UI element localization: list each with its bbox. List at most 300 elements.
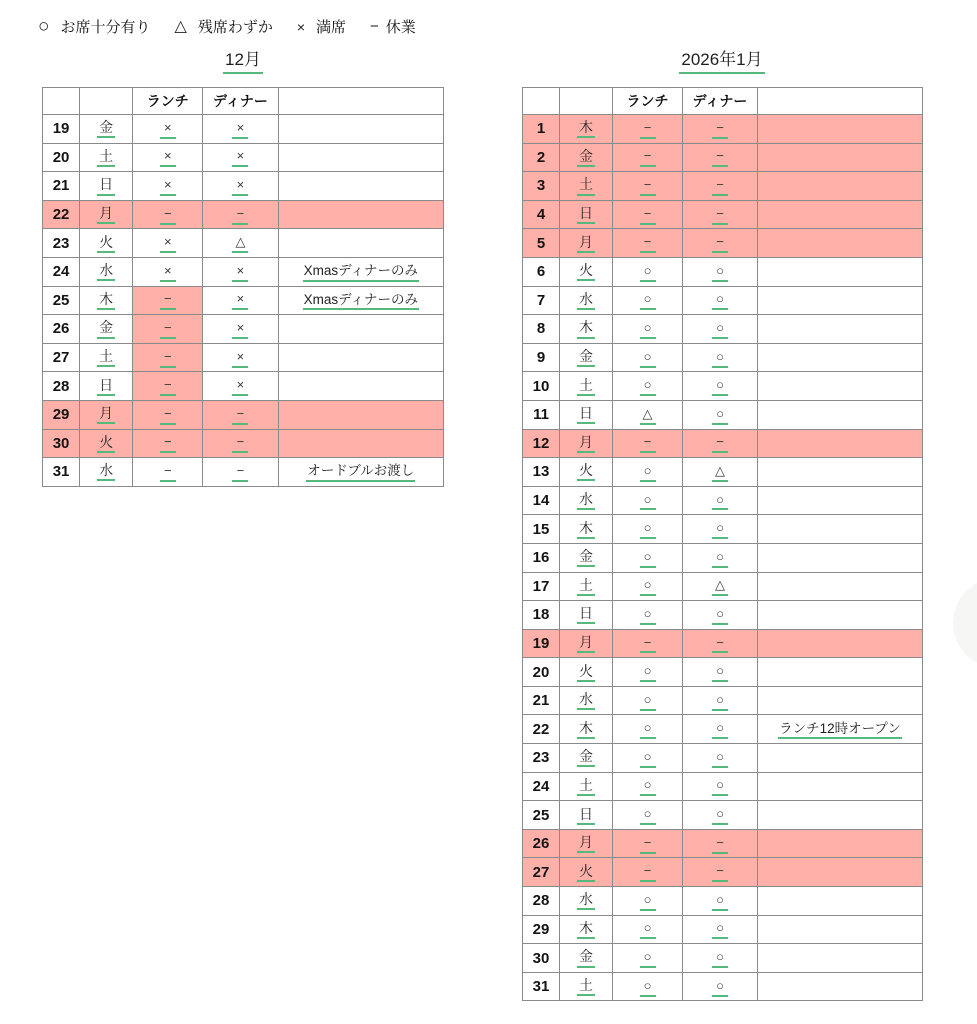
- dinner-status-cell: [203, 115, 278, 144]
- dinner-status-cell: [203, 315, 278, 344]
- note-cell: [278, 343, 443, 372]
- dinner-status-cell: [203, 372, 278, 401]
- dinner-status-cell: [683, 944, 758, 973]
- dinner-status-symbol[interactable]: △: [712, 464, 728, 482]
- calendar-row: [43, 343, 444, 372]
- dinner-status-symbol[interactable]: ×: [232, 178, 248, 196]
- note-cell: [758, 715, 923, 744]
- lunch-status-symbol[interactable]: ○: [640, 464, 656, 482]
- day-number-cell: 3: [523, 172, 560, 201]
- day-number-cell: 24: [523, 772, 560, 801]
- weekday-link[interactable]: 水: [97, 462, 115, 481]
- note-cell: [278, 229, 443, 258]
- dinner-status-symbol[interactable]: ○: [712, 721, 728, 739]
- lunch-status-cell: [613, 686, 683, 715]
- weekday-cell: [560, 829, 613, 858]
- dinner-status-cell: [683, 257, 758, 286]
- weekday-link[interactable]: 木: [577, 520, 595, 539]
- weekday-link[interactable]: 日: [577, 205, 595, 224]
- legend-item-full: [297, 16, 346, 37]
- lunch-status-symbol[interactable]: ×: [160, 235, 176, 253]
- lunch-status-symbol[interactable]: ○: [640, 264, 656, 282]
- weekday-link[interactable]: 月: [577, 234, 595, 253]
- availability-table-december: [42, 87, 444, 487]
- lunch-status-cell: [613, 315, 683, 344]
- weekday-link[interactable]: 金: [577, 748, 595, 767]
- weekday-link[interactable]: 月: [577, 834, 595, 853]
- weekday-link[interactable]: 金: [577, 948, 595, 967]
- weekday-cell: [80, 400, 133, 429]
- dinner-status-cell: [683, 515, 758, 544]
- lunch-status-symbol[interactable]: ○: [640, 578, 656, 596]
- day-number-cell: 19: [523, 629, 560, 658]
- note-cell: [758, 400, 923, 429]
- note-cell: [758, 858, 923, 887]
- weekday-link[interactable]: 土: [577, 777, 595, 796]
- weekday-link[interactable]: 木: [577, 119, 595, 138]
- lunch-status-cell: [613, 772, 683, 801]
- dinner-status-symbol[interactable]: ○: [712, 321, 728, 339]
- lunch-status-cell: [133, 429, 203, 458]
- note-cell: [758, 887, 923, 916]
- dash-closed-icon: −: [370, 18, 379, 35]
- day-number-cell: 23: [523, 744, 560, 773]
- lunch-status-symbol[interactable]: ○: [640, 493, 656, 511]
- day-number-cell: 29: [523, 915, 560, 944]
- dinner-status-symbol[interactable]: −: [232, 464, 248, 482]
- note-cell: [758, 172, 923, 201]
- day-number-cell: 27: [43, 343, 80, 372]
- weekday-cell: [80, 372, 133, 401]
- note-cell: [278, 143, 443, 172]
- calendar-row: [523, 686, 923, 715]
- note-cell: [278, 372, 443, 401]
- weekday-link[interactable]: 金: [97, 119, 115, 138]
- dinner-status-symbol[interactable]: ○: [712, 750, 728, 768]
- lunch-status-symbol[interactable]: ○: [640, 664, 656, 682]
- calendar-row: [523, 858, 923, 887]
- weekday-cell: [80, 286, 133, 315]
- day-number-cell: 29: [43, 400, 80, 429]
- weekday-link[interactable]: 日: [97, 176, 115, 195]
- calendar-row: [523, 744, 923, 773]
- note-link[interactable]: Xmasディナーのみ: [303, 263, 419, 282]
- note-link[interactable]: ランチ12時オープン: [778, 721, 902, 740]
- weekday-link[interactable]: 土: [577, 577, 595, 596]
- calendar-row: [523, 543, 923, 572]
- lunch-status-cell: [613, 572, 683, 601]
- dinner-status-symbol[interactable]: ×: [232, 149, 248, 167]
- weekday-link[interactable]: 金: [577, 348, 595, 367]
- lunch-status-symbol[interactable]: ×: [160, 149, 176, 167]
- dinner-status-symbol[interactable]: △: [712, 578, 728, 596]
- calendar-row: [523, 429, 923, 458]
- lunch-status-symbol[interactable]: −: [160, 350, 176, 368]
- dinner-status-cell: [683, 744, 758, 773]
- lunch-status-symbol[interactable]: ○: [640, 950, 656, 968]
- lunch-status-cell: [133, 200, 203, 229]
- weekday-cell: [560, 972, 613, 1001]
- dinner-status-cell: [203, 286, 278, 315]
- note-cell: [758, 286, 923, 315]
- note-column-header: [758, 88, 923, 115]
- weekday-link[interactable]: 日: [577, 405, 595, 424]
- lunch-status-cell: [613, 172, 683, 201]
- lunch-status-symbol[interactable]: ○: [640, 750, 656, 768]
- weekday-cell: [560, 715, 613, 744]
- note-cell: [278, 200, 443, 229]
- calendar-row: [523, 801, 923, 830]
- weekday-cell: [560, 658, 613, 687]
- weekday-link[interactable]: 日: [577, 605, 595, 624]
- dinner-status-cell: [683, 372, 758, 401]
- lunch-status-symbol[interactable]: −: [160, 207, 176, 225]
- dinner-status-symbol[interactable]: −: [712, 149, 728, 167]
- calendar-row: [523, 944, 923, 973]
- weekday-link[interactable]: 土: [577, 977, 595, 996]
- dinner-status-symbol[interactable]: ○: [712, 807, 728, 825]
- lunch-status-symbol[interactable]: −: [640, 435, 656, 453]
- dinner-status-symbol[interactable]: −: [712, 121, 728, 139]
- dinner-status-symbol[interactable]: −: [712, 178, 728, 196]
- note-cell: [758, 343, 923, 372]
- note-cell: [278, 429, 443, 458]
- lunch-status-symbol[interactable]: ○: [640, 778, 656, 796]
- note-cell: [758, 257, 923, 286]
- calendar-january: [522, 50, 922, 1001]
- lunch-status-cell: [613, 429, 683, 458]
- dinner-status-symbol[interactable]: −: [232, 435, 248, 453]
- calendar-december: [42, 50, 444, 487]
- lunch-status-symbol[interactable]: ○: [640, 378, 656, 396]
- weekday-link[interactable]: 水: [97, 262, 115, 281]
- lunch-status-symbol[interactable]: △: [640, 407, 656, 425]
- lunch-status-cell: [613, 143, 683, 172]
- note-cell: [758, 200, 923, 229]
- lunch-status-cell: [613, 972, 683, 1001]
- weekday-link[interactable]: 月: [97, 205, 115, 224]
- weekday-link[interactable]: 月: [577, 634, 595, 653]
- lunch-status-symbol[interactable]: ○: [640, 607, 656, 625]
- dinner-status-cell: [683, 972, 758, 1001]
- weekday-cell: [560, 887, 613, 916]
- day-number-cell: 25: [523, 801, 560, 830]
- weekday-link[interactable]: 火: [577, 663, 595, 682]
- weekday-link[interactable]: 日: [97, 377, 115, 396]
- lunch-status-symbol[interactable]: ○: [640, 292, 656, 310]
- weekday-cell: [80, 257, 133, 286]
- dinner-status-symbol[interactable]: ×: [232, 292, 248, 310]
- calendar-row: [523, 515, 923, 544]
- weekday-link[interactable]: 金: [577, 148, 595, 167]
- weekday-cell: [560, 543, 613, 572]
- dinner-status-cell: [683, 829, 758, 858]
- dinner-status-symbol[interactable]: ×: [232, 378, 248, 396]
- dinner-status-symbol[interactable]: ○: [712, 407, 728, 425]
- legend-label: お席十分有り: [60, 19, 151, 36]
- dinner-status-symbol[interactable]: △: [232, 235, 248, 253]
- weekday-link[interactable]: 火: [97, 234, 115, 253]
- day-number-cell: 26: [43, 315, 80, 344]
- day-number-cell: 30: [43, 429, 80, 458]
- dinner-status-symbol[interactable]: −: [712, 636, 728, 654]
- day-number-cell: 17: [523, 572, 560, 601]
- legend-item-few-seats: [175, 16, 273, 37]
- dinner-status-symbol[interactable]: ○: [712, 521, 728, 539]
- weekday-cell: [560, 429, 613, 458]
- note-cell: [758, 543, 923, 572]
- dinner-status-cell: [683, 115, 758, 144]
- calendar-row: [43, 458, 444, 487]
- dinner-status-symbol[interactable]: ○: [712, 778, 728, 796]
- dinner-status-cell: [203, 172, 278, 201]
- note-cell: [278, 400, 443, 429]
- weekday-cell: [560, 200, 613, 229]
- lunch-status-cell: [613, 744, 683, 773]
- lunch-status-cell: [613, 200, 683, 229]
- weekday-link[interactable]: 木: [577, 920, 595, 939]
- weekday-link[interactable]: 火: [577, 462, 595, 481]
- note-cell: [758, 629, 923, 658]
- dinner-status-symbol[interactable]: −: [712, 435, 728, 453]
- lunch-status-cell: [613, 115, 683, 144]
- calendar-row: [523, 229, 923, 258]
- weekday-cell: [560, 772, 613, 801]
- lunch-status-symbol[interactable]: −: [160, 464, 176, 482]
- dinner-status-symbol[interactable]: ×: [232, 350, 248, 368]
- weekday-cell: [560, 315, 613, 344]
- dinner-status-symbol[interactable]: ○: [712, 950, 728, 968]
- note-cell: [758, 658, 923, 687]
- dinner-column-header: ディナー: [683, 88, 758, 115]
- weekday-link[interactable]: 水: [577, 491, 595, 510]
- weekday-link[interactable]: 金: [97, 319, 115, 338]
- lunch-status-symbol[interactable]: ×: [160, 178, 176, 196]
- lunch-status-symbol[interactable]: ○: [640, 693, 656, 711]
- weekday-cell: [80, 143, 133, 172]
- dinner-status-cell: [683, 572, 758, 601]
- dinner-status-symbol[interactable]: −: [712, 864, 728, 882]
- lunch-status-cell: [613, 915, 683, 944]
- note-cell: [278, 286, 443, 315]
- dinner-status-cell: [683, 858, 758, 887]
- calendar-title-text[interactable]: 12月: [223, 50, 263, 74]
- weekday-cell: [560, 257, 613, 286]
- note-cell: [758, 429, 923, 458]
- calendar-row: [523, 372, 923, 401]
- lunch-status-symbol[interactable]: −: [160, 292, 176, 310]
- dinner-status-symbol[interactable]: −: [232, 207, 248, 225]
- day-number-cell: 20: [523, 658, 560, 687]
- lunch-status-symbol[interactable]: −: [160, 435, 176, 453]
- dinner-status-symbol[interactable]: −: [232, 407, 248, 425]
- weekday-link[interactable]: 水: [577, 691, 595, 710]
- lunch-status-symbol[interactable]: ○: [640, 550, 656, 568]
- day-number-cell: 8: [523, 315, 560, 344]
- day-number-cell: 31: [523, 972, 560, 1001]
- dinner-status-symbol[interactable]: ○: [712, 664, 728, 682]
- calendar-row: [43, 315, 444, 344]
- weekday-link[interactable]: 木: [577, 720, 595, 739]
- empty-header: [80, 88, 133, 115]
- lunch-status-cell: [613, 858, 683, 887]
- lunch-status-cell: [133, 458, 203, 487]
- weekday-link[interactable]: 月: [577, 434, 595, 453]
- dinner-status-symbol[interactable]: ○: [712, 493, 728, 511]
- lunch-status-symbol[interactable]: ○: [640, 721, 656, 739]
- lunch-status-symbol[interactable]: −: [160, 378, 176, 396]
- weekday-link[interactable]: 日: [577, 806, 595, 825]
- dinner-status-symbol[interactable]: ○: [712, 350, 728, 368]
- calendar-row: [43, 200, 444, 229]
- weekday-link[interactable]: 土: [577, 377, 595, 396]
- weekday-link[interactable]: 土: [577, 176, 595, 195]
- lunch-status-symbol[interactable]: ○: [640, 521, 656, 539]
- lunch-status-symbol[interactable]: ○: [640, 921, 656, 939]
- calendar-row: [523, 658, 923, 687]
- dinner-status-symbol[interactable]: −: [712, 207, 728, 225]
- weekday-link[interactable]: 水: [577, 891, 595, 910]
- lunch-status-symbol[interactable]: −: [160, 407, 176, 425]
- lunch-status-symbol[interactable]: −: [160, 321, 176, 339]
- calendar-title-january: [522, 50, 922, 76]
- lunch-column-header: ランチ: [133, 88, 203, 115]
- weekday-cell: [560, 143, 613, 172]
- calendar-title-text[interactable]: 2026年1月: [679, 50, 764, 74]
- lunch-status-symbol[interactable]: ○: [640, 321, 656, 339]
- weekday-link[interactable]: 木: [97, 291, 115, 310]
- weekday-link[interactable]: 土: [97, 348, 115, 367]
- lunch-status-cell: [133, 115, 203, 144]
- weekday-cell: [560, 229, 613, 258]
- day-number-cell: 22: [523, 715, 560, 744]
- dinner-status-symbol[interactable]: ×: [232, 264, 248, 282]
- dinner-status-cell: [683, 343, 758, 372]
- legend-label: 休業: [385, 19, 416, 36]
- lunch-status-cell: [133, 372, 203, 401]
- day-number-cell: 1: [523, 115, 560, 144]
- lunch-status-cell: [613, 829, 683, 858]
- weekday-cell: [80, 343, 133, 372]
- note-cell: [758, 801, 923, 830]
- day-number-cell: 24: [43, 257, 80, 286]
- day-number-cell: 15: [523, 515, 560, 544]
- calendar-row: [523, 629, 923, 658]
- dinner-status-symbol[interactable]: ×: [232, 121, 248, 139]
- day-number-cell: 23: [43, 229, 80, 258]
- dinner-status-symbol[interactable]: −: [712, 235, 728, 253]
- lunch-status-symbol[interactable]: ○: [640, 807, 656, 825]
- note-cell: [758, 229, 923, 258]
- dinner-status-symbol[interactable]: ○: [712, 264, 728, 282]
- weekday-link[interactable]: 金: [577, 548, 595, 567]
- dinner-status-symbol[interactable]: −: [712, 836, 728, 854]
- lunch-status-cell: [613, 543, 683, 572]
- lunch-status-symbol[interactable]: −: [640, 207, 656, 225]
- weekday-link[interactable]: 火: [577, 262, 595, 281]
- lunch-status-symbol[interactable]: −: [640, 178, 656, 196]
- note-cell: [758, 686, 923, 715]
- availability-table-january: [522, 87, 923, 1001]
- lunch-status-symbol[interactable]: −: [640, 121, 656, 139]
- dinner-status-symbol[interactable]: ○: [712, 693, 728, 711]
- weekday-cell: [80, 172, 133, 201]
- note-cell: [278, 257, 443, 286]
- lunch-status-cell: [133, 229, 203, 258]
- lunch-status-symbol[interactable]: −: [640, 636, 656, 654]
- dinner-status-cell: [683, 887, 758, 916]
- weekday-cell: [560, 744, 613, 773]
- lunch-status-cell: [133, 400, 203, 429]
- lunch-status-symbol[interactable]: ×: [160, 121, 176, 139]
- dinner-status-symbol[interactable]: ○: [712, 292, 728, 310]
- day-number-cell: 4: [523, 200, 560, 229]
- lunch-status-cell: [613, 715, 683, 744]
- weekday-link[interactable]: 月: [97, 405, 115, 424]
- dinner-status-cell: [203, 257, 278, 286]
- note-link[interactable]: Xmasディナーのみ: [303, 292, 419, 311]
- weekday-link[interactable]: 火: [577, 863, 595, 882]
- lunch-status-cell: [613, 658, 683, 687]
- dinner-status-symbol[interactable]: ○: [712, 921, 728, 939]
- lunch-status-symbol[interactable]: −: [640, 149, 656, 167]
- lunch-status-symbol[interactable]: ○: [640, 893, 656, 911]
- weekday-cell: [80, 458, 133, 487]
- lunch-status-symbol[interactable]: ×: [160, 264, 176, 282]
- note-cell: [758, 744, 923, 773]
- weekday-cell: [560, 944, 613, 973]
- dinner-status-cell: [683, 629, 758, 658]
- dinner-status-symbol[interactable]: ○: [712, 550, 728, 568]
- lunch-status-symbol[interactable]: ○: [640, 350, 656, 368]
- calendar-row: [43, 115, 444, 144]
- day-number-cell: 10: [523, 372, 560, 401]
- scroll-top-button-partial[interactable]: [953, 578, 977, 668]
- note-cell: [758, 143, 923, 172]
- dinner-status-symbol[interactable]: ○: [712, 979, 728, 997]
- dinner-status-symbol[interactable]: ○: [712, 893, 728, 911]
- dinner-status-cell: [683, 543, 758, 572]
- weekday-cell: [560, 458, 613, 487]
- weekday-cell: [560, 601, 613, 630]
- lunch-status-symbol[interactable]: −: [640, 864, 656, 882]
- empty-header: [560, 88, 613, 115]
- weekday-link[interactable]: 水: [577, 291, 595, 310]
- calendar-row: [523, 400, 923, 429]
- dinner-status-cell: [683, 429, 758, 458]
- weekday-link[interactable]: 木: [577, 319, 595, 338]
- dinner-status-cell: [683, 658, 758, 687]
- note-cell: [758, 315, 923, 344]
- weekday-cell: [560, 172, 613, 201]
- dinner-status-symbol[interactable]: ○: [712, 378, 728, 396]
- note-link[interactable]: オードブルお渡し: [306, 463, 415, 482]
- dinner-status-symbol[interactable]: ○: [712, 607, 728, 625]
- calendar-row: [523, 172, 923, 201]
- weekday-cell: [80, 229, 133, 258]
- lunch-status-symbol[interactable]: ○: [640, 979, 656, 997]
- dinner-status-cell: [683, 286, 758, 315]
- note-cell: [278, 315, 443, 344]
- day-number-cell: 11: [523, 400, 560, 429]
- weekday-link[interactable]: 火: [97, 434, 115, 453]
- weekday-link[interactable]: 土: [97, 148, 115, 167]
- dinner-status-cell: [203, 200, 278, 229]
- lunch-status-symbol[interactable]: −: [640, 235, 656, 253]
- note-cell: [758, 601, 923, 630]
- dinner-status-symbol[interactable]: ×: [232, 321, 248, 339]
- lunch-status-symbol[interactable]: −: [640, 836, 656, 854]
